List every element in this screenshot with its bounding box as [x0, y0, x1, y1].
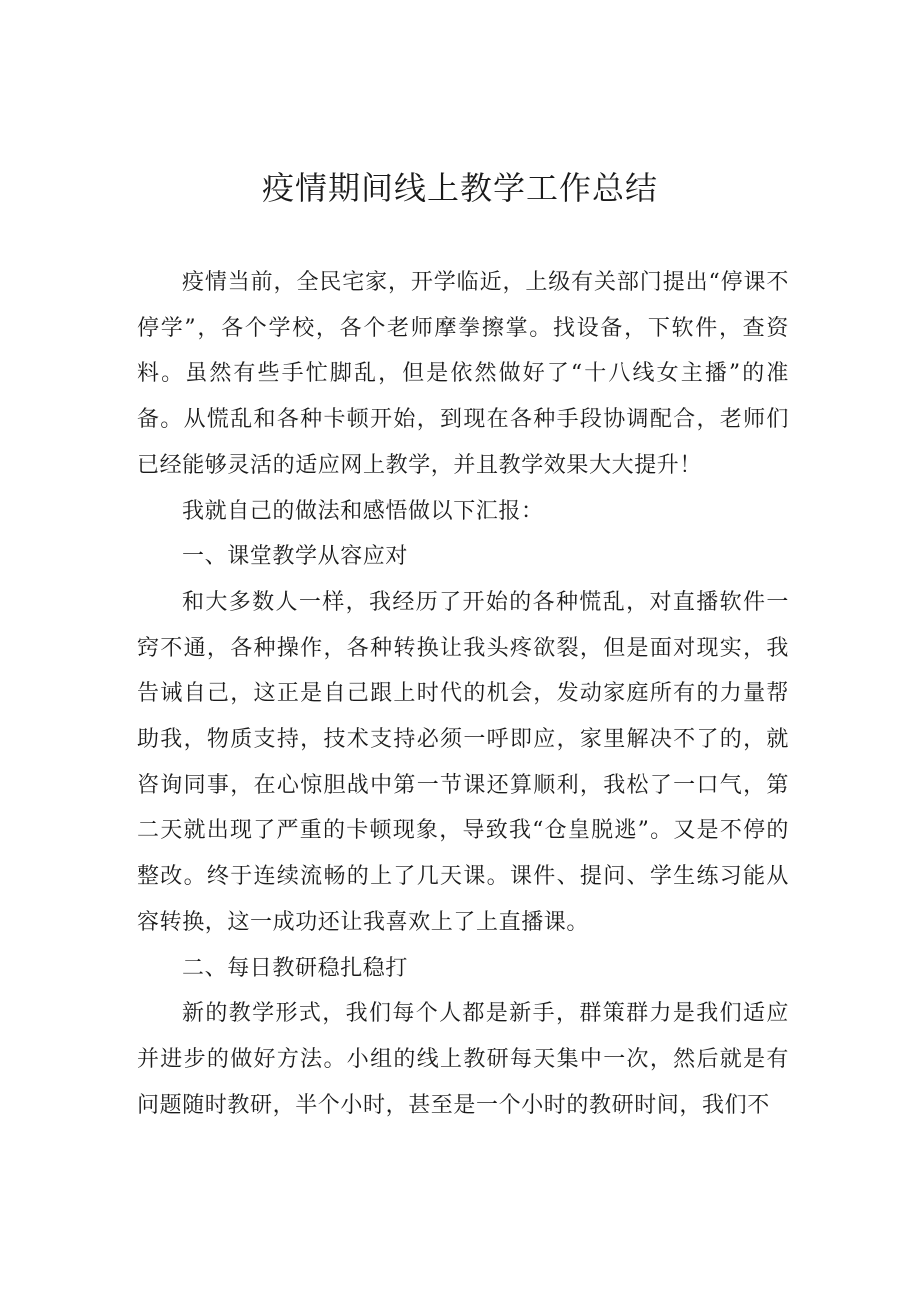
document-body	[137, 260, 789, 1128]
paragraph-section-2: 新的教学形式，我们每个人都是新手，群策群力是我们适应并进步的做好方法。小组的线上教研每天集中一次，然后就是有问题随时教研，半个小时，甚至是一个小时的教研时间，我们不	[137, 1001, 789, 1118]
paragraph-intro: 疫情当前，全民宅家，开学临近，上级有关部门提出“停课不停学”，各个学校，各个老师摩拳擦掌。找设备，下软件，查资料。虽然有些手忙脚乱，但是依然做好了“十八线女主播”的准备。从慌乱和各种卡顿开始，到现在各种手段协调配合，老师们已经能够灵活的适应网上教学，并且教学效果大大提升！	[137, 270, 789, 478]
paragraph-section-1: 和大多数人一样，我经历了开始的各种慌乱，对直播软件一窍不通，各种操作，各种转换让我头疼欲裂，但是面对现实，我告诫自己，这正是自己跟上时代的机会，发动家庭所有的力量帮助我，物质支持，技术支持必须一呼即应，家里解决不了的，就咨询同事，在心惊胆战中第一节课还算顺利，我松了一口气，第二天就出现了严重的卡顿现象，导致我“仓皇脱逃”。又是不停的整改。终于连续流畅的上了几天课。课件、提问、学生练习能从容转换，这一成功还让我喜欢上了上直播课。	[137, 589, 789, 935]
section-heading-1: 一、课堂教学从容应对	[182, 544, 409, 570]
section-heading-2: 二、每日教研稳扎稳打	[182, 955, 409, 981]
paragraph-report-lead: 我就自己的做法和感悟做以下汇报：	[182, 498, 544, 524]
document-title: 疫情期间线上教学工作总结	[261, 169, 658, 207]
